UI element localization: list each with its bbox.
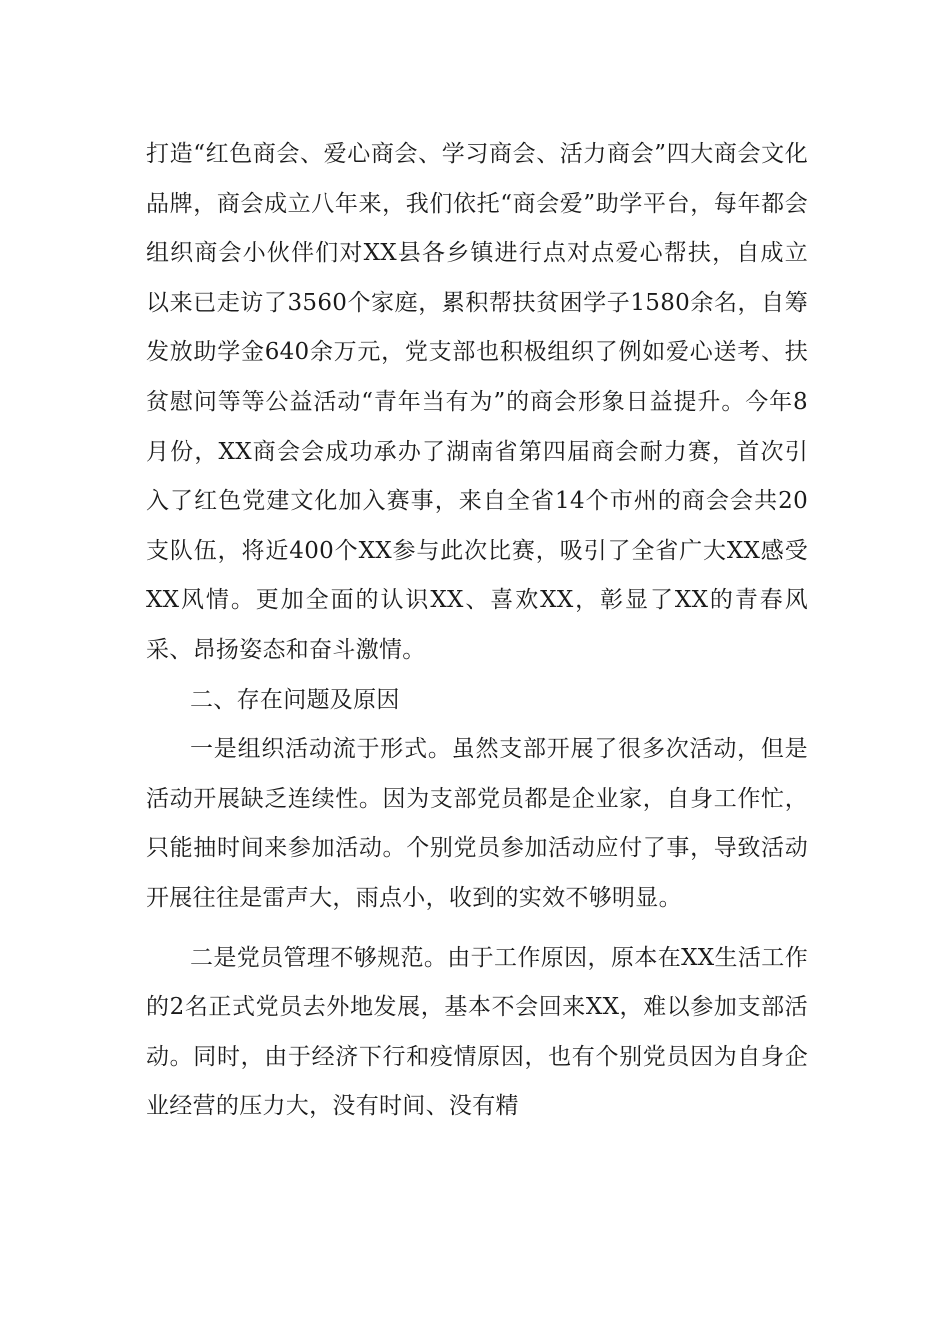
paragraph-gap bbox=[146, 924, 808, 934]
paragraph-activity-formality: 一是组织活动流于形式。虽然支部开展了很多次活动，但是活动开展缺乏连续性。因为支部党员都是企业家，自身工作忙，只能抽时间来参加活动。个别党员参加活动应付了事，导致活动开展往往是雷声大，雨点小，收到的实效不够明显。 bbox=[146, 736, 808, 911]
paragraph-member-management: 二是党员管理不够规范。由于工作原因，原本在XX生活工作的2名正式党员去外地发展，基本不会回来XX，难以参加支部活动。同时，由于经济下行和疫情原因，也有个别党员因为自身企业经营的压力大，没有时间、没有精 bbox=[146, 944, 808, 1120]
document-body bbox=[146, 130, 808, 1132]
paragraph-brand-charity: 打造“红色商会、爱心商会、学习商会、活力商会”四大商会文化品牌，商会成立八年来，我们依托“商会爱”助学平台，每年都会组织商会小伙伴们对XX县各乡镇进行点对点爱心帮扶，自成立以来已走访了3560个家庭，累积帮扶贫困学子1580余名，自筹发放助学金640余万元，党支部也积极组织了例如爱心送考、扶贫慰问等等公益活动“青年当有为”的商会形象日益提升。今年8月份，XX商会会成功承办了湖南省第四届商会耐力赛，首次引入了红色党建文化加入赛事，来自全省14个市州的商会会共20支队伍，将近400个XX参与此次比赛，吸引了全省广大XX感受XX风情。更加全面的认识XX、喜欢XX，彰显了XX的青春风采、昂扬姿态和奋斗激情。 bbox=[146, 141, 808, 663]
section-heading-problems: 二、存在问题及原因 bbox=[190, 686, 400, 713]
